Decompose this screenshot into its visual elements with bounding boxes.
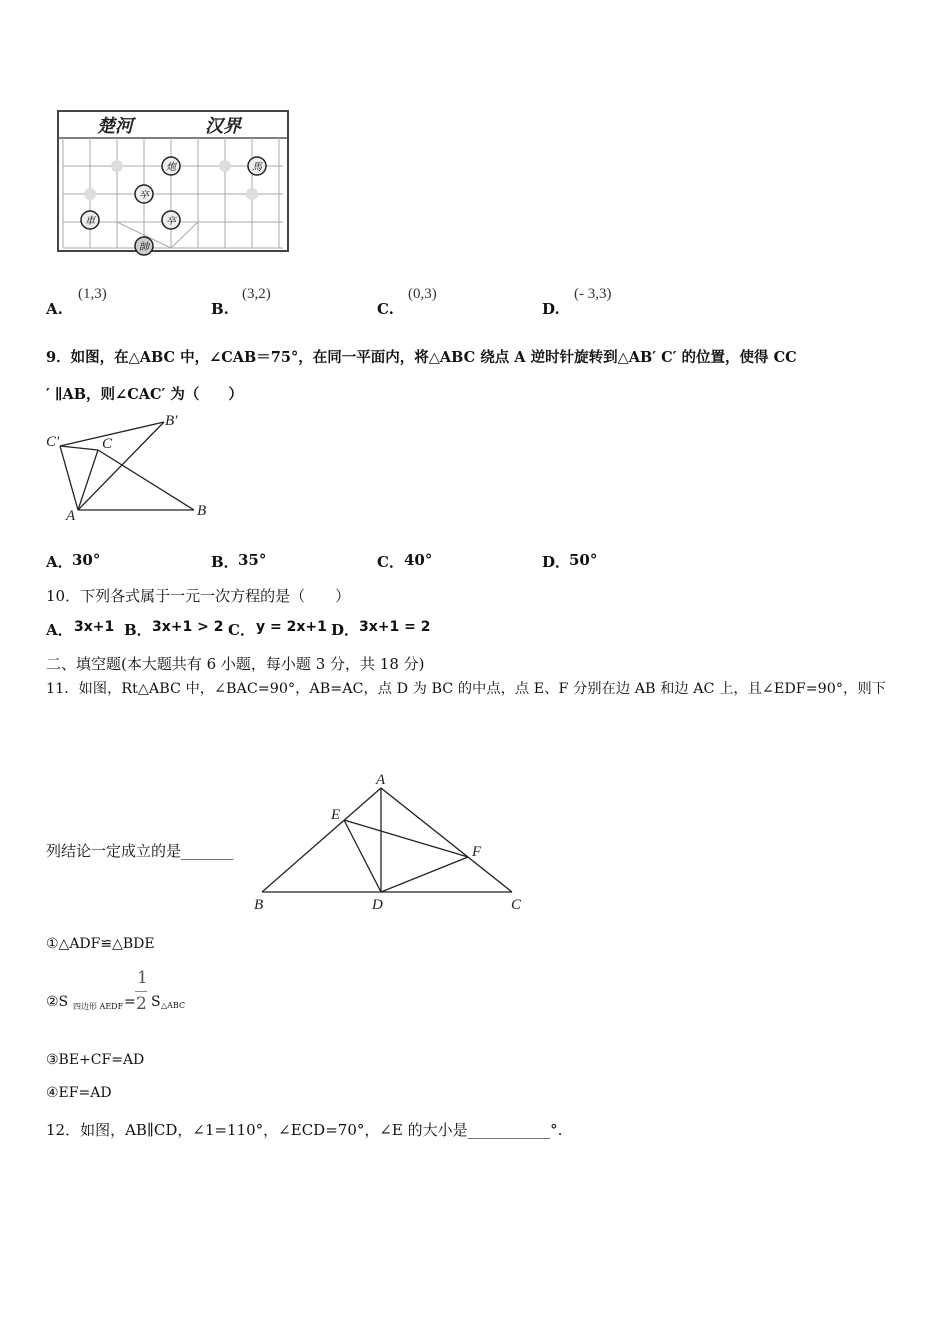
q9-option-d-value: 50° bbox=[569, 551, 598, 569]
q11-label-e: E bbox=[331, 807, 341, 823]
q9-option-b-letter: B． bbox=[211, 553, 239, 571]
q9-option-d-letter: D． bbox=[542, 553, 571, 571]
q10-option-d-value: 3x+1 = 2 bbox=[359, 619, 431, 635]
piece-zu-2: 卒 bbox=[166, 216, 176, 227]
river-left-label: 楚河 bbox=[97, 116, 133, 137]
q12-stem bbox=[46, 1119, 562, 1140]
q11-statement-2-prefix: ②S bbox=[46, 994, 69, 1010]
q8-option-b-value: (3,2) bbox=[242, 286, 271, 302]
q10-option-b-value: 3x+1 > 2 bbox=[152, 619, 224, 635]
q10-option-c-value: y = 2x+1 bbox=[256, 619, 327, 635]
piece-zu-1: 卒 bbox=[139, 190, 149, 201]
q9-option-c-value: 40° bbox=[404, 551, 433, 569]
q9-option-a-letter: A． bbox=[46, 553, 73, 571]
q8-option-c-letter: C. bbox=[377, 300, 394, 318]
piece-ma: 馬 bbox=[252, 162, 262, 173]
q9-label-a: A bbox=[66, 508, 76, 524]
q9-label-c: C bbox=[102, 436, 113, 452]
q11-stem-line2-text: 列结论一定成立的是 bbox=[46, 842, 182, 860]
q11-stem-line2 bbox=[46, 840, 234, 861]
q10-option-c-letter: C． bbox=[228, 621, 255, 639]
q10-option-a-letter: A． bbox=[46, 621, 73, 639]
q9-option-b-value: 35° bbox=[238, 551, 267, 569]
q11-fraction-bar bbox=[135, 991, 147, 992]
q9-triangle-figure bbox=[40, 410, 220, 525]
q11-statement-1: ①△ADF≌△BDE bbox=[46, 936, 155, 952]
q12-stem-text: 12．如图，AB∥CD，∠1=110°，∠ECD=70°，∠E 的大小是 bbox=[46, 1121, 468, 1139]
q11-statement-2-subscript: 四边形 AEDF bbox=[73, 1002, 124, 1011]
river-right-label: 汉界 bbox=[205, 116, 241, 137]
q10-option-a-value: 3x+1 bbox=[74, 619, 115, 635]
q11-label-b: B bbox=[254, 897, 264, 913]
q11-fraction-denominator: 2 bbox=[136, 994, 147, 1014]
q10-option-b-letter: B． bbox=[124, 621, 152, 639]
section-2-heading: 二、填空题(本大题共有 6 小题，每小题 3 分，共 18 分) bbox=[46, 655, 425, 673]
q9-stem-line1: 9．如图，在△ABC 中，∠CAB＝75°，在同一平面内，将△ABC 绕点 A 逆时针旋转到△AB′ C′ 的位置，使得 CC bbox=[46, 349, 797, 366]
piece-ju: 車 bbox=[85, 216, 95, 227]
q8-option-b-letter: B. bbox=[211, 300, 229, 318]
piece-shuai: 帥 bbox=[139, 242, 149, 253]
q9-label-c-prime: C′ bbox=[46, 434, 60, 450]
q11-triangle-figure bbox=[250, 768, 530, 916]
q9-option-c-letter: C． bbox=[377, 553, 404, 571]
q11-answer-blank[interactable]: _______ bbox=[181, 842, 234, 860]
q11-statement-4: ④EF=AD bbox=[46, 1085, 112, 1101]
q11-label-a: A bbox=[376, 772, 386, 788]
chess-board-figure bbox=[55, 108, 295, 258]
q9-label-b-prime: B′ bbox=[165, 413, 178, 429]
q9-label-b: B bbox=[197, 503, 207, 519]
q8-option-a-letter: A. bbox=[46, 300, 63, 318]
q11-statement-2-equals: = bbox=[124, 994, 136, 1010]
q8-option-d-letter: D. bbox=[542, 300, 560, 318]
q11-label-d: D bbox=[372, 897, 383, 913]
q12-stem-tail: °. bbox=[550, 1121, 563, 1139]
q11-stem-line1: 11．如图，Rt△ABC 中，∠BAC=90°，AB=AC，点 D 为 BC 的中点，点 E、F 分别在边 AB 和边 AC 上，且∠EDF=90°，则下 bbox=[46, 681, 886, 697]
q12-answer-blank[interactable]: ___________ bbox=[467, 1121, 551, 1139]
q11-fraction-numerator: 1 bbox=[137, 968, 148, 988]
q9-stem-line2: ′ ∥AB，则∠CAC′ 为（ ） bbox=[46, 386, 243, 403]
q8-option-c-value: (0,3) bbox=[408, 286, 437, 302]
q8-option-a-value: (1,3) bbox=[78, 286, 107, 302]
q11-label-f: F bbox=[472, 844, 482, 860]
q8-option-d-value: (- 3,3) bbox=[574, 286, 612, 302]
q11-statement-2-s: S bbox=[151, 994, 161, 1010]
q11-statement-3: ③BE+CF=AD bbox=[46, 1052, 145, 1068]
piece-pao: 炮 bbox=[166, 162, 176, 173]
q10-option-d-letter: D． bbox=[331, 621, 360, 639]
q9-option-a-value: 30° bbox=[72, 551, 101, 569]
q10-stem: 10．下列各式属于一元一次方程的是（ ） bbox=[46, 587, 351, 605]
q11-statement-2-subscript-2: △ABC bbox=[161, 1001, 186, 1010]
q11-label-c: C bbox=[511, 897, 522, 913]
